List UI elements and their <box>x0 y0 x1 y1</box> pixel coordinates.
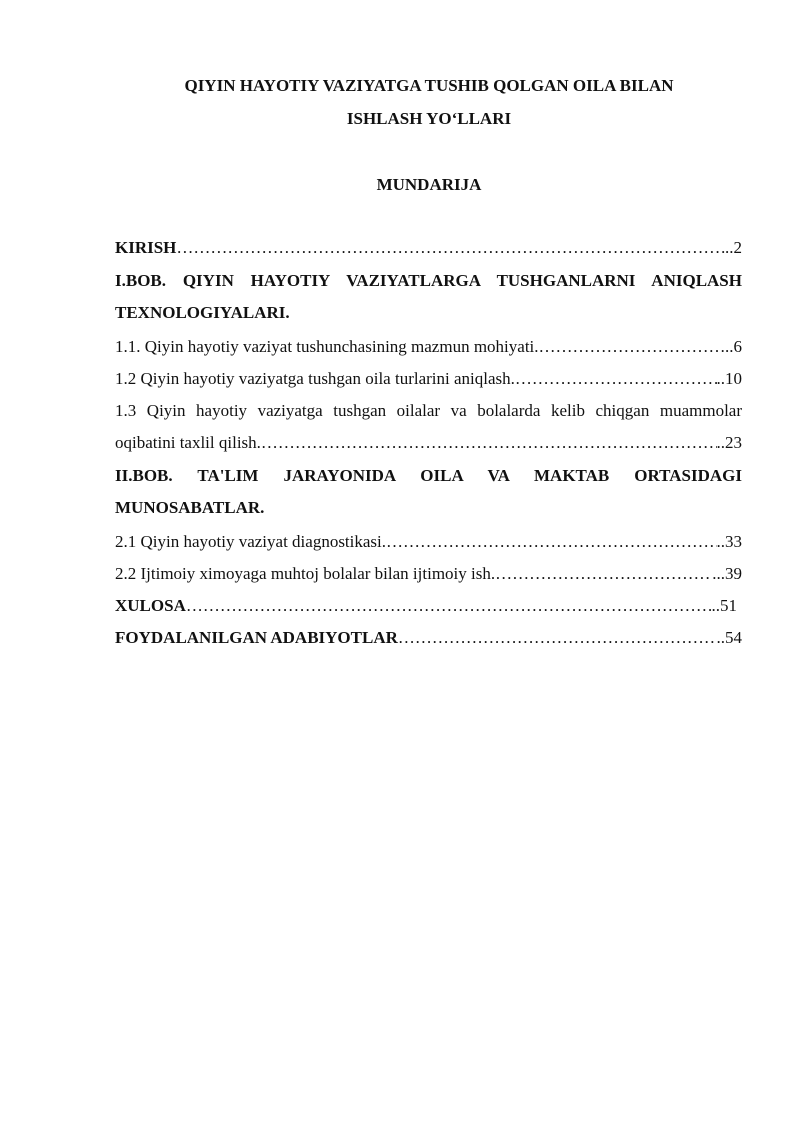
leader-dots <box>495 562 712 586</box>
toc-entry-label: 2.1 Qiyin hayotiy vaziyat diagnostikasi. <box>115 532 387 551</box>
toc-entry-2-2 <box>115 562 742 586</box>
toc-entry-1-3 <box>115 431 742 455</box>
toc-chapter2-line1: II.BOB. TA'LIM JARAYONIDA OILA VA MAKTAB ORTASIDAGI <box>115 466 742 485</box>
toc-page-number: ...39 <box>712 564 742 583</box>
toc-entry-adabiyotlar <box>115 626 742 650</box>
leader-dots <box>176 236 725 260</box>
toc-page-number: ..2 <box>725 238 742 257</box>
toc-entry-xulosa <box>115 594 737 618</box>
toc-chapter1-line1: I.BOB. QIYIN HAYOTIY VAZIYATLARGA TUSHGANLARNI ANIQLASH <box>115 271 742 290</box>
toc-entry-1-1 <box>115 335 742 359</box>
toc-entry-label: XULOSA <box>115 596 186 615</box>
toc-heading: MUNDARIJA <box>376 175 482 194</box>
leader-dots <box>386 530 716 554</box>
toc-entry-label: 2.2 Ijtimoiy ximoyaga muhtoj bolalar bilan ijtimoiy ish. <box>115 564 496 583</box>
toc-page-number: ..51 <box>711 596 737 615</box>
toc-page-number: ..54 <box>716 628 742 647</box>
toc-entry-1-2 <box>115 367 742 391</box>
document-title-line1: QIYIN HAYOTIY VAZIYATGA TUSHIB QOLGAN OILA BILAN <box>184 76 674 95</box>
toc-entry-label: 1.1. Qiyin hayotiy vaziyat tushunchasining mazmun mohiyati. <box>115 337 539 356</box>
leader-dots <box>398 626 717 650</box>
document-title-line2: ISHLASH YO‘LLARI <box>346 109 512 128</box>
toc-page-number: ..33 <box>716 532 742 551</box>
toc-entry-label: KIRISH <box>115 238 177 257</box>
leader-dots <box>261 431 717 455</box>
toc-entry-2-1 <box>115 530 742 554</box>
toc-entry-label: FOYDALANILGAN ADABIYOTLAR <box>115 628 398 647</box>
toc-entry-label: oqibatini taxlil qilish. <box>115 433 261 452</box>
toc-entry-kirish <box>115 236 742 260</box>
toc-page-number: ..23 <box>716 433 742 452</box>
leader-dots <box>186 594 712 618</box>
toc-entry-1-3-line1: 1.3 Qiyin hayotiy vaziyatga tushgan oilalar va bolalarda kelib chiqgan muammolar <box>115 401 742 420</box>
leader-dots <box>515 367 717 391</box>
toc-page-number: ..6 <box>725 337 742 356</box>
leader-dots <box>539 335 725 359</box>
toc-chapter1-line2: TEXNOLOGIYALARI. <box>115 303 290 322</box>
toc-page-number: ..10 <box>716 369 742 388</box>
toc-entry-label: 1.2 Qiyin hayotiy vaziyatga tushgan oila turlarini aniqlash. <box>115 369 515 388</box>
toc-chapter2-line2: MUNOSABATLAR. <box>115 498 265 517</box>
